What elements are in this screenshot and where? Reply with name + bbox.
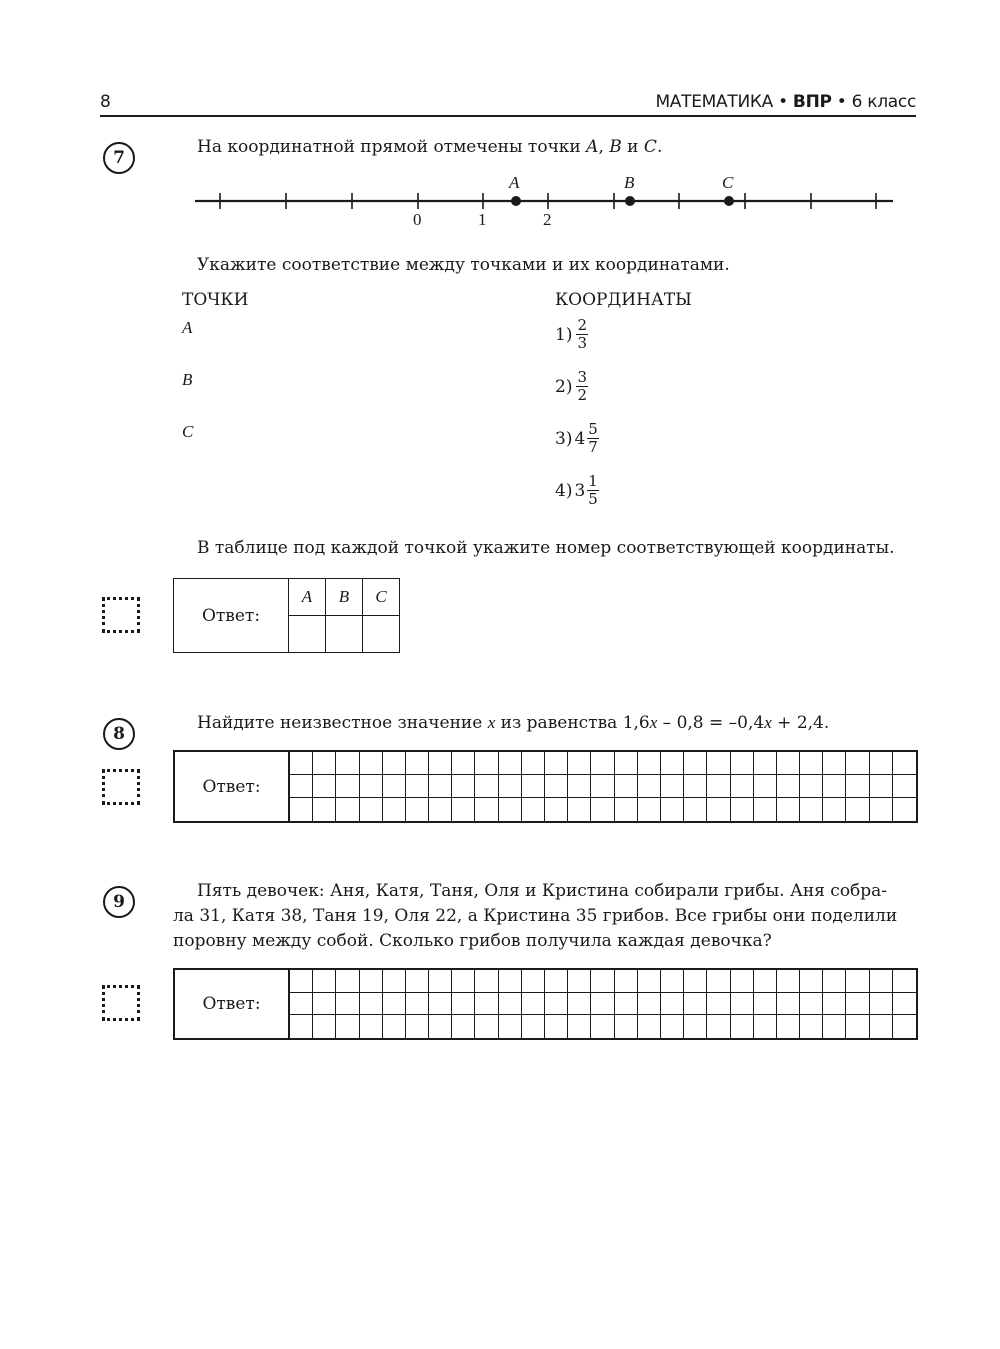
answer-grid-cell[interactable] <box>499 752 522 775</box>
answer-grid-cell[interactable] <box>383 752 406 775</box>
answer-cells[interactable] <box>290 752 916 821</box>
header-divider <box>100 115 916 117</box>
answer-grid-cell[interactable] <box>870 1015 893 1038</box>
answer-grid-cell[interactable] <box>290 752 313 775</box>
answer-grid-cell[interactable] <box>290 798 313 821</box>
answer-grid-cell[interactable] <box>499 1015 522 1038</box>
answer-grid-cell[interactable] <box>731 798 754 821</box>
answer-grid-cell[interactable] <box>522 752 545 775</box>
answer-grid-cell[interactable] <box>684 1015 707 1038</box>
answer-grid-cell[interactable] <box>383 970 406 993</box>
answer-grid-cell[interactable] <box>893 752 916 775</box>
answer-grid-cell[interactable] <box>499 993 522 1016</box>
answer-grid-cell[interactable] <box>638 752 661 775</box>
answer-grid-cell[interactable] <box>684 775 707 798</box>
answer-grid-cell[interactable] <box>383 798 406 821</box>
answer-grid-cell[interactable] <box>846 970 869 993</box>
answer-grid-cell[interactable] <box>615 1015 638 1038</box>
answer-grid-cell[interactable] <box>429 1015 452 1038</box>
answer-grid-cell[interactable] <box>638 798 661 821</box>
answer-grid-cell[interactable] <box>591 993 614 1016</box>
answer-grid-cell[interactable] <box>429 775 452 798</box>
answer-grid-cell[interactable] <box>591 1015 614 1038</box>
coordinate-option-4 <box>555 474 599 507</box>
answer-grid-cell[interactable] <box>522 993 545 1016</box>
answer-cell-b[interactable] <box>326 616 363 653</box>
answer-grid-cell[interactable] <box>360 752 383 775</box>
answer-grid-cell[interactable] <box>754 775 777 798</box>
point-item-c: C <box>182 422 194 441</box>
column-header-b: B <box>326 579 363 616</box>
answer-grid-cell[interactable] <box>406 775 429 798</box>
answer-grid-cell[interactable] <box>522 775 545 798</box>
coordinates-header: КООРДИНАТЫ <box>555 290 692 310</box>
answer-grid-cell[interactable] <box>429 798 452 821</box>
answer-grid-cell[interactable] <box>615 752 638 775</box>
answer-grid-cell[interactable] <box>870 752 893 775</box>
answer-grid-cell[interactable] <box>846 775 869 798</box>
points-header: ТОЧКИ <box>182 290 249 310</box>
option-index: 4) <box>555 480 573 501</box>
answer-grid-cell[interactable] <box>777 752 800 775</box>
answer-grid-cell[interactable] <box>568 970 591 993</box>
answer-grid-cell[interactable] <box>499 970 522 993</box>
answer-grid-cell[interactable] <box>754 993 777 1016</box>
answer-grid-cell[interactable] <box>406 752 429 775</box>
answer-grid-cell[interactable] <box>638 1015 661 1038</box>
answer-grid-cell[interactable] <box>313 970 336 993</box>
answer-grid-cell[interactable] <box>475 970 498 993</box>
answer-grid-cell[interactable] <box>290 970 313 993</box>
point-c-label: C <box>722 173 734 192</box>
answer-grid-cell[interactable] <box>777 775 800 798</box>
coordinate-option-2 <box>555 370 588 403</box>
answer-grid-cell[interactable] <box>545 798 568 821</box>
answer-grid-cell[interactable] <box>893 970 916 993</box>
answer-grid-cell[interactable] <box>360 1015 383 1038</box>
task9-line-3: поровну между собой. Сколько грибов получила каждая девочка? <box>173 931 772 951</box>
answer-grid-cell[interactable] <box>661 993 684 1016</box>
answer-grid-cell[interactable] <box>568 993 591 1016</box>
answer-grid-cell[interactable] <box>313 993 336 1016</box>
number-line <box>0 165 1000 235</box>
answer-grid-cell[interactable] <box>568 775 591 798</box>
task-number-badge <box>103 718 135 750</box>
point-label: C <box>643 137 657 157</box>
task-number: 7 <box>113 148 125 168</box>
answer-grid-cell[interactable] <box>475 1015 498 1038</box>
whole-part: 3 <box>574 480 586 501</box>
answer-cells[interactable] <box>290 970 916 1038</box>
tick-label-1: 1 <box>478 210 487 229</box>
point-item-a: A <box>182 318 193 337</box>
fraction <box>576 318 588 351</box>
answer-grid-cell[interactable] <box>429 752 452 775</box>
answer-grid-cell[interactable] <box>290 1015 313 1038</box>
option-index: 2) <box>555 376 573 397</box>
answer-grid-cell[interactable] <box>313 1015 336 1038</box>
running-header <box>655 92 916 112</box>
answer-grid-cell[interactable] <box>684 798 707 821</box>
answer-grid-cell[interactable] <box>452 993 475 1016</box>
answer-grid-cell[interactable] <box>336 993 359 1016</box>
fraction <box>587 474 599 507</box>
answer-grid-cell[interactable] <box>731 752 754 775</box>
answer-grid-cell[interactable] <box>754 1015 777 1038</box>
option-index: 1) <box>555 324 573 345</box>
point-b-dot <box>625 196 635 206</box>
point-a-dot <box>511 196 521 206</box>
answer-grid-cell[interactable] <box>591 752 614 775</box>
denominator: 2 <box>577 386 587 404</box>
answer-cell-c[interactable] <box>363 616 400 653</box>
variable-x: x <box>487 713 496 732</box>
answer-label: Ответ: <box>175 752 290 821</box>
table-instruction: В таблице под каждой точкой укажите номер соответствующей координаты. <box>197 538 895 558</box>
answer-grid-cell[interactable] <box>870 775 893 798</box>
denominator: 3 <box>577 334 587 352</box>
answer-grid-cell[interactable] <box>846 798 869 821</box>
answer-grid-cell[interactable] <box>661 1015 684 1038</box>
equation-part: – 0,8 = –0,4 <box>657 713 765 733</box>
answer-grid-cell[interactable] <box>754 970 777 993</box>
point-c-dot <box>724 196 734 206</box>
answer-grid-cell[interactable] <box>707 970 730 993</box>
answer-grid-cell[interactable] <box>360 798 383 821</box>
answer-grid-cell[interactable] <box>661 798 684 821</box>
answer-grid-cell[interactable] <box>383 775 406 798</box>
answer-grid-cell[interactable] <box>777 993 800 1016</box>
answer-grid-cell[interactable] <box>893 1015 916 1038</box>
page-number: 8 <box>100 92 111 112</box>
answer-grid-cell[interactable] <box>893 798 916 821</box>
task7-instruction: Укажите соответствие между точками и их координатами. <box>197 255 730 275</box>
coordinate-option-1 <box>555 318 588 351</box>
answer-grid-cell[interactable] <box>336 970 359 993</box>
answer-grid-cell[interactable] <box>406 798 429 821</box>
variable-x: x <box>649 713 658 732</box>
answer-grid-cell[interactable] <box>452 775 475 798</box>
answer-grid-cell[interactable] <box>823 970 846 993</box>
task8-question <box>197 711 829 735</box>
answer-grid-cell[interactable] <box>568 1015 591 1038</box>
answer-grid-cell[interactable] <box>823 775 846 798</box>
answer-grid-cell[interactable] <box>615 993 638 1016</box>
answer-grid-cell[interactable] <box>823 798 846 821</box>
answer-grid-cell[interactable] <box>290 775 313 798</box>
answer-grid-cell[interactable] <box>522 970 545 993</box>
column-header-a: A <box>289 579 326 616</box>
answer-grid-cell[interactable] <box>777 1015 800 1038</box>
answer-cell-a[interactable] <box>289 616 326 653</box>
answer-grid-cell[interactable] <box>545 970 568 993</box>
denominator: 7 <box>588 438 598 456</box>
answer-grid-cell[interactable] <box>823 993 846 1016</box>
numerator: 5 <box>588 420 598 438</box>
column-header-c: C <box>363 579 400 616</box>
answer-grid-cell[interactable] <box>684 752 707 775</box>
answer-grid-task9 <box>173 968 918 1040</box>
answer-grid-cell[interactable] <box>313 752 336 775</box>
answer-grid-cell[interactable] <box>707 798 730 821</box>
answer-grid-cell[interactable] <box>336 775 359 798</box>
answer-grid-cell[interactable] <box>638 970 661 993</box>
variable-x: x <box>764 713 772 732</box>
answer-grid-cell[interactable] <box>475 993 498 1016</box>
answer-grid-cell[interactable] <box>522 1015 545 1038</box>
answer-grid-cell[interactable] <box>684 970 707 993</box>
answer-grid-cell[interactable] <box>846 993 869 1016</box>
point-item-b: B <box>182 370 193 389</box>
answer-grid-cell[interactable] <box>545 752 568 775</box>
point-label: A <box>586 137 599 157</box>
answer-grid-cell[interactable] <box>615 798 638 821</box>
answer-grid-cell[interactable] <box>475 775 498 798</box>
answer-grid-cell[interactable] <box>475 798 498 821</box>
answer-grid-cell[interactable] <box>313 798 336 821</box>
fraction <box>576 370 588 403</box>
coordinate-option-3 <box>555 422 599 455</box>
bullet-separator: • <box>778 92 788 112</box>
numerator: 1 <box>588 472 598 490</box>
answer-grid-cell[interactable] <box>870 798 893 821</box>
answer-grid-cell[interactable] <box>313 775 336 798</box>
answer-grid-cell[interactable] <box>499 798 522 821</box>
answer-grid-cell[interactable] <box>452 1015 475 1038</box>
answer-grid-cell[interactable] <box>406 1015 429 1038</box>
answer-grid-cell[interactable] <box>452 970 475 993</box>
answer-label: Ответ: <box>175 970 290 1038</box>
answer-grid-cell[interactable] <box>360 775 383 798</box>
task-number-badge <box>103 886 135 918</box>
answer-grid-cell[interactable] <box>383 993 406 1016</box>
conjunction: и <box>627 137 639 157</box>
answer-grid-cell[interactable] <box>731 775 754 798</box>
point-b-label: B <box>624 173 635 192</box>
answer-grid-cell[interactable] <box>591 798 614 821</box>
answer-grid-cell[interactable] <box>429 993 452 1016</box>
answer-grid-cell[interactable] <box>615 970 638 993</box>
answer-grid-cell[interactable] <box>522 798 545 821</box>
answer-grid-cell[interactable] <box>800 993 823 1016</box>
intro-text: На координатной прямой отмечены точки <box>197 137 581 157</box>
fraction <box>587 422 599 455</box>
answer-grid-cell[interactable] <box>452 752 475 775</box>
tick-label-2: 2 <box>543 210 552 229</box>
denominator: 5 <box>588 490 598 508</box>
answer-grid-cell[interactable] <box>800 798 823 821</box>
answer-grid-cell[interactable] <box>754 798 777 821</box>
question-text: из равенства 1,6 <box>500 713 650 733</box>
score-box <box>102 985 140 1021</box>
exam-label: ВПР <box>792 92 832 112</box>
answer-grid-cell[interactable] <box>893 993 916 1016</box>
answer-grid-cell[interactable] <box>800 752 823 775</box>
answer-grid-cell[interactable] <box>777 970 800 993</box>
equation-part: + 2,4. <box>771 713 830 733</box>
answer-grid-cell[interactable] <box>336 798 359 821</box>
answer-grid-cell[interactable] <box>360 993 383 1016</box>
answer-grid-cell[interactable] <box>360 970 383 993</box>
answer-table-task7 <box>173 578 400 653</box>
answer-grid-cell[interactable] <box>638 775 661 798</box>
answer-grid-cell[interactable] <box>661 970 684 993</box>
answer-grid-cell[interactable] <box>870 993 893 1016</box>
answer-grid-cell[interactable] <box>568 752 591 775</box>
grade-label: 6 класс <box>851 92 916 112</box>
whole-part: 4 <box>574 428 586 449</box>
answer-grid-cell[interactable] <box>846 1015 869 1038</box>
answer-grid-cell[interactable] <box>383 1015 406 1038</box>
answer-grid-cell[interactable] <box>545 1015 568 1038</box>
answer-grid-cell[interactable] <box>846 752 869 775</box>
answer-grid-cell[interactable] <box>406 993 429 1016</box>
numerator: 2 <box>577 316 587 334</box>
answer-grid-cell[interactable] <box>499 775 522 798</box>
answer-grid-cell[interactable] <box>823 1015 846 1038</box>
answer-grid-cell[interactable] <box>336 752 359 775</box>
answer-grid-cell[interactable] <box>638 993 661 1016</box>
answer-grid-cell[interactable] <box>707 993 730 1016</box>
task9-line-1: Пять девочек: Аня, Катя, Таня, Оля и Кристина собирали грибы. Аня собра- <box>197 881 888 901</box>
answer-grid-cell[interactable] <box>731 993 754 1016</box>
task-number: 9 <box>113 892 125 912</box>
point-a-label: A <box>509 173 520 192</box>
score-box <box>102 597 140 633</box>
tick-label-0: 0 <box>413 210 422 229</box>
answer-grid-cell[interactable] <box>777 798 800 821</box>
task-number: 8 <box>113 724 125 744</box>
answer-grid-cell[interactable] <box>290 993 313 1016</box>
answer-grid-cell[interactable] <box>568 798 591 821</box>
bullet-separator: • <box>836 92 847 112</box>
answer-grid-task8 <box>173 750 918 823</box>
answer-grid-cell[interactable] <box>707 1015 730 1038</box>
answer-grid-cell[interactable] <box>661 775 684 798</box>
answer-grid-cell[interactable] <box>406 970 429 993</box>
task9-line-2: ла 31, Катя 38, Таня 19, Оля 22, а Кристина 35 грибов. Все грибы они поделили <box>173 906 898 926</box>
answer-label: Ответ: <box>174 579 289 653</box>
answer-grid-cell[interactable] <box>591 775 614 798</box>
subject-label: МАТЕМАТИКА <box>655 92 773 112</box>
answer-grid-cell[interactable] <box>475 752 498 775</box>
answer-grid-cell[interactable] <box>800 970 823 993</box>
answer-grid-cell[interactable] <box>893 775 916 798</box>
answer-grid-cell[interactable] <box>684 993 707 1016</box>
option-index: 3) <box>555 428 573 449</box>
task7-intro: На координатной прямой отмечены точки A, B и C. <box>197 137 663 157</box>
answer-grid-cell[interactable] <box>452 798 475 821</box>
numerator: 3 <box>577 368 587 386</box>
answer-grid-cell[interactable] <box>823 752 846 775</box>
answer-grid-cell[interactable] <box>591 970 614 993</box>
answer-grid-cell[interactable] <box>707 775 730 798</box>
answer-grid-cell[interactable] <box>731 1015 754 1038</box>
answer-grid-cell[interactable] <box>615 775 638 798</box>
answer-grid-cell[interactable] <box>545 775 568 798</box>
score-box <box>102 769 140 805</box>
answer-grid-cell[interactable] <box>754 752 777 775</box>
answer-grid-cell[interactable] <box>707 752 730 775</box>
answer-grid-cell[interactable] <box>336 1015 359 1038</box>
answer-grid-cell[interactable] <box>800 775 823 798</box>
question-text: Найдите неизвестное значение <box>197 713 483 733</box>
answer-grid-cell[interactable] <box>429 970 452 993</box>
answer-grid-cell[interactable] <box>800 1015 823 1038</box>
point-label: B <box>609 137 622 157</box>
answer-grid-cell[interactable] <box>661 752 684 775</box>
answer-grid-cell[interactable] <box>731 970 754 993</box>
answer-grid-cell[interactable] <box>545 993 568 1016</box>
answer-grid-cell[interactable] <box>870 970 893 993</box>
